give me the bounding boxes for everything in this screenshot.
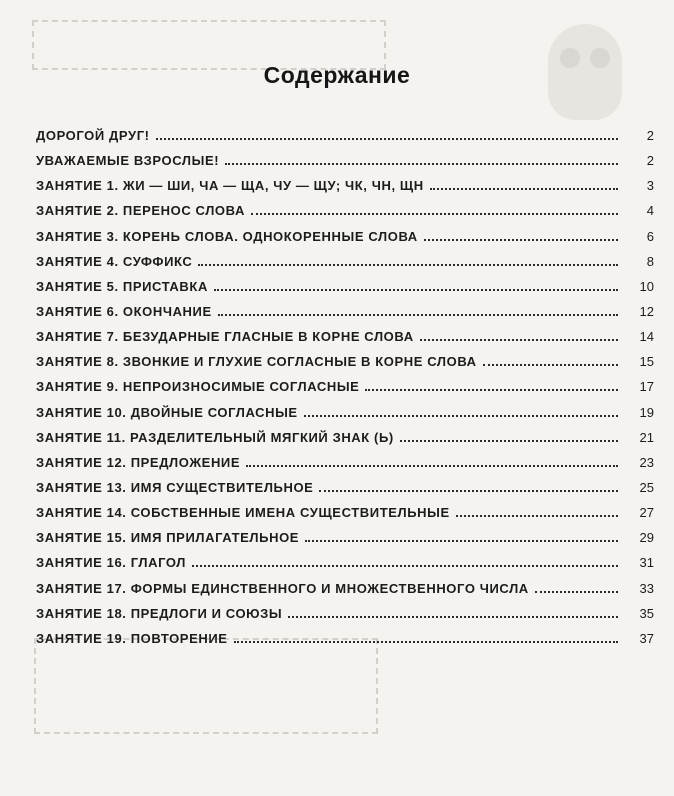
- toc-dot-leader: [319, 490, 618, 492]
- toc-entry-label: ЗАНЯТИЕ 8. ЗВОНКИЕ И ГЛУХИЕ СОГЛАСНЫЕ В КОРНЕ СЛОВА: [36, 354, 477, 370]
- toc-entry: [36, 631, 654, 656]
- toc-entry-page-number: 29: [639, 530, 654, 546]
- toc-entry: [36, 405, 654, 430]
- toc-dot-leader: [424, 239, 618, 241]
- toc-dot-leader: [198, 264, 618, 266]
- toc-entry-page-number: 23: [639, 454, 654, 470]
- toc-dot-leader: [483, 364, 618, 366]
- toc-entry-page-number: 3: [646, 178, 654, 194]
- toc-entry: [36, 229, 654, 254]
- toc-entry-label: ЗАНЯТИЕ 15. ИМЯ ПРИЛАГАТЕЛЬНОЕ: [36, 530, 300, 546]
- toc-entry-page-number: 15: [639, 354, 654, 370]
- toc-dot-leader: [365, 389, 618, 391]
- toc-dot-leader: [156, 138, 618, 140]
- toc-entry: [36, 329, 654, 354]
- toc-dot-leader: [218, 314, 618, 316]
- toc-entry: [36, 128, 654, 153]
- toc-dot-leader: [192, 565, 618, 567]
- toc-entry: [36, 530, 654, 555]
- toc-entry-label: ЗАНЯТИЕ 9. НЕПРОИЗНОСИМЫЕ СОГЛАСНЫЕ: [36, 379, 360, 395]
- toc-entry-label: ЗАНЯТИЕ 1. ЖИ — ШИ, ЧА — ЩА, ЧУ — ЩУ; ЧК, ЧН, ЩН: [36, 178, 424, 194]
- toc-entry-label: ЗАНЯТИЕ 16. ГЛАГОЛ: [36, 555, 186, 571]
- toc-entry-page-number: 14: [639, 329, 654, 345]
- toc-entry: [36, 178, 654, 203]
- toc-entry: [36, 153, 654, 178]
- toc-entry-page-number: 31: [639, 555, 654, 571]
- toc-entry: [36, 581, 654, 606]
- toc-dot-leader: [400, 440, 618, 442]
- toc-entry-label: ЗАНЯТИЕ 6. ОКОНЧАНИЕ: [36, 303, 212, 319]
- toc-entry-label: ЗАНЯТИЕ 4. СУФФИКС: [36, 253, 193, 269]
- toc-entry-label: ЗАНЯТИЕ 18. ПРЕДЛОГИ И СОЮЗЫ: [36, 605, 283, 621]
- toc-entry: [36, 354, 654, 379]
- toc-entry-label: ЗАНЯТИЕ 7. БЕЗУДАРНЫЕ ГЛАСНЫЕ В КОРНЕ СЛОВА: [36, 329, 414, 345]
- toc-dot-leader: [251, 213, 618, 215]
- toc-dot-leader: [430, 188, 618, 190]
- toc-entry-page-number: 10: [639, 278, 654, 294]
- toc-entry-page-number: 4: [646, 203, 654, 219]
- toc-dot-leader: [234, 641, 618, 643]
- toc-entry-page-number: 19: [639, 404, 654, 420]
- toc-entry-page-number: 12: [639, 303, 654, 319]
- toc-entry: [36, 379, 654, 404]
- toc-entry-page-number: 8: [646, 253, 654, 269]
- toc-entry-page-number: 33: [639, 580, 654, 596]
- toc-dot-leader: [214, 289, 618, 291]
- toc-entry: [36, 455, 654, 480]
- page-title: Содержание: [263, 62, 411, 88]
- toc-entry-page-number: 37: [639, 630, 654, 646]
- toc-entry-label: ЗАНЯТИЕ 17. ФОРМЫ ЕДИНСТВЕННОГО И МНОЖЕСТВЕННОГО ЧИСЛА: [36, 580, 529, 596]
- toc-entry-label: ЗАНЯТИЕ 13. ИМЯ СУЩЕСТВИТЕЛЬНОЕ: [36, 479, 314, 495]
- toc-entry-page-number: 6: [646, 228, 654, 244]
- toc-dot-leader: [305, 540, 618, 542]
- toc-dot-leader: [288, 616, 618, 618]
- table-of-contents: [36, 128, 654, 656]
- toc-entry: [36, 505, 654, 530]
- toc-dot-leader: [456, 515, 618, 517]
- toc-entry-page-number: 27: [639, 505, 654, 521]
- toc-dot-leader: [225, 163, 618, 165]
- toc-entry-label: ЗАНЯТИЕ 10. ДВОЙНЫЕ СОГЛАСНЫЕ: [36, 404, 298, 420]
- toc-entry-page-number: 21: [639, 429, 654, 445]
- toc-entry-page-number: 2: [646, 128, 654, 143]
- toc-entry-page-number: 2: [646, 153, 654, 169]
- toc-entry: [36, 279, 654, 304]
- toc-entry: [36, 203, 654, 228]
- toc-dot-leader: [420, 339, 618, 341]
- toc-entry-label: ЗАНЯТИЕ 12. ПРЕДЛОЖЕНИЕ: [36, 454, 241, 470]
- toc-entry: [36, 304, 654, 329]
- toc-entry: [36, 555, 654, 580]
- toc-entry: [36, 430, 654, 455]
- toc-entry-page-number: 35: [639, 605, 654, 621]
- toc-entry-label: ЗАНЯТИЕ 19. ПОВТОРЕНИЕ: [36, 630, 228, 646]
- toc-entry-label: ЗАНЯТИЕ 2. ПЕРЕНОС СЛОВА: [36, 203, 245, 219]
- toc-entry-label: ЗАНЯТИЕ 14. СОБСТВЕННЫЕ ИМЕНА СУЩЕСТВИТЕЛЬНЫЕ: [36, 505, 450, 521]
- toc-entry: [36, 606, 654, 631]
- toc-dot-leader: [246, 465, 618, 467]
- toc-entry-label: ДОРОГОЙ ДРУГ!: [36, 128, 150, 143]
- toc-entry-label: ЗАНЯТИЕ 5. ПРИСТАВКА: [36, 278, 208, 294]
- toc-entry-label: ЗАНЯТИЕ 3. КОРЕНЬ СЛОВА. ОДНОКОРЕННЫЕ СЛОВА: [36, 228, 418, 244]
- toc-dot-leader: [535, 591, 618, 593]
- toc-entry-page-number: 25: [639, 479, 654, 495]
- toc-dot-leader: [304, 415, 618, 417]
- toc-entry: [36, 254, 654, 279]
- toc-entry-page-number: 17: [639, 379, 654, 395]
- toc-entry: [36, 480, 654, 505]
- toc-entry-label: ЗАНЯТИЕ 11. РАЗДЕЛИТЕЛЬНЫЙ МЯГКИЙ ЗНАК (Ь): [36, 429, 394, 445]
- toc-entry-label: УВАЖАЕМЫЕ ВЗРОСЛЫЕ!: [36, 153, 220, 169]
